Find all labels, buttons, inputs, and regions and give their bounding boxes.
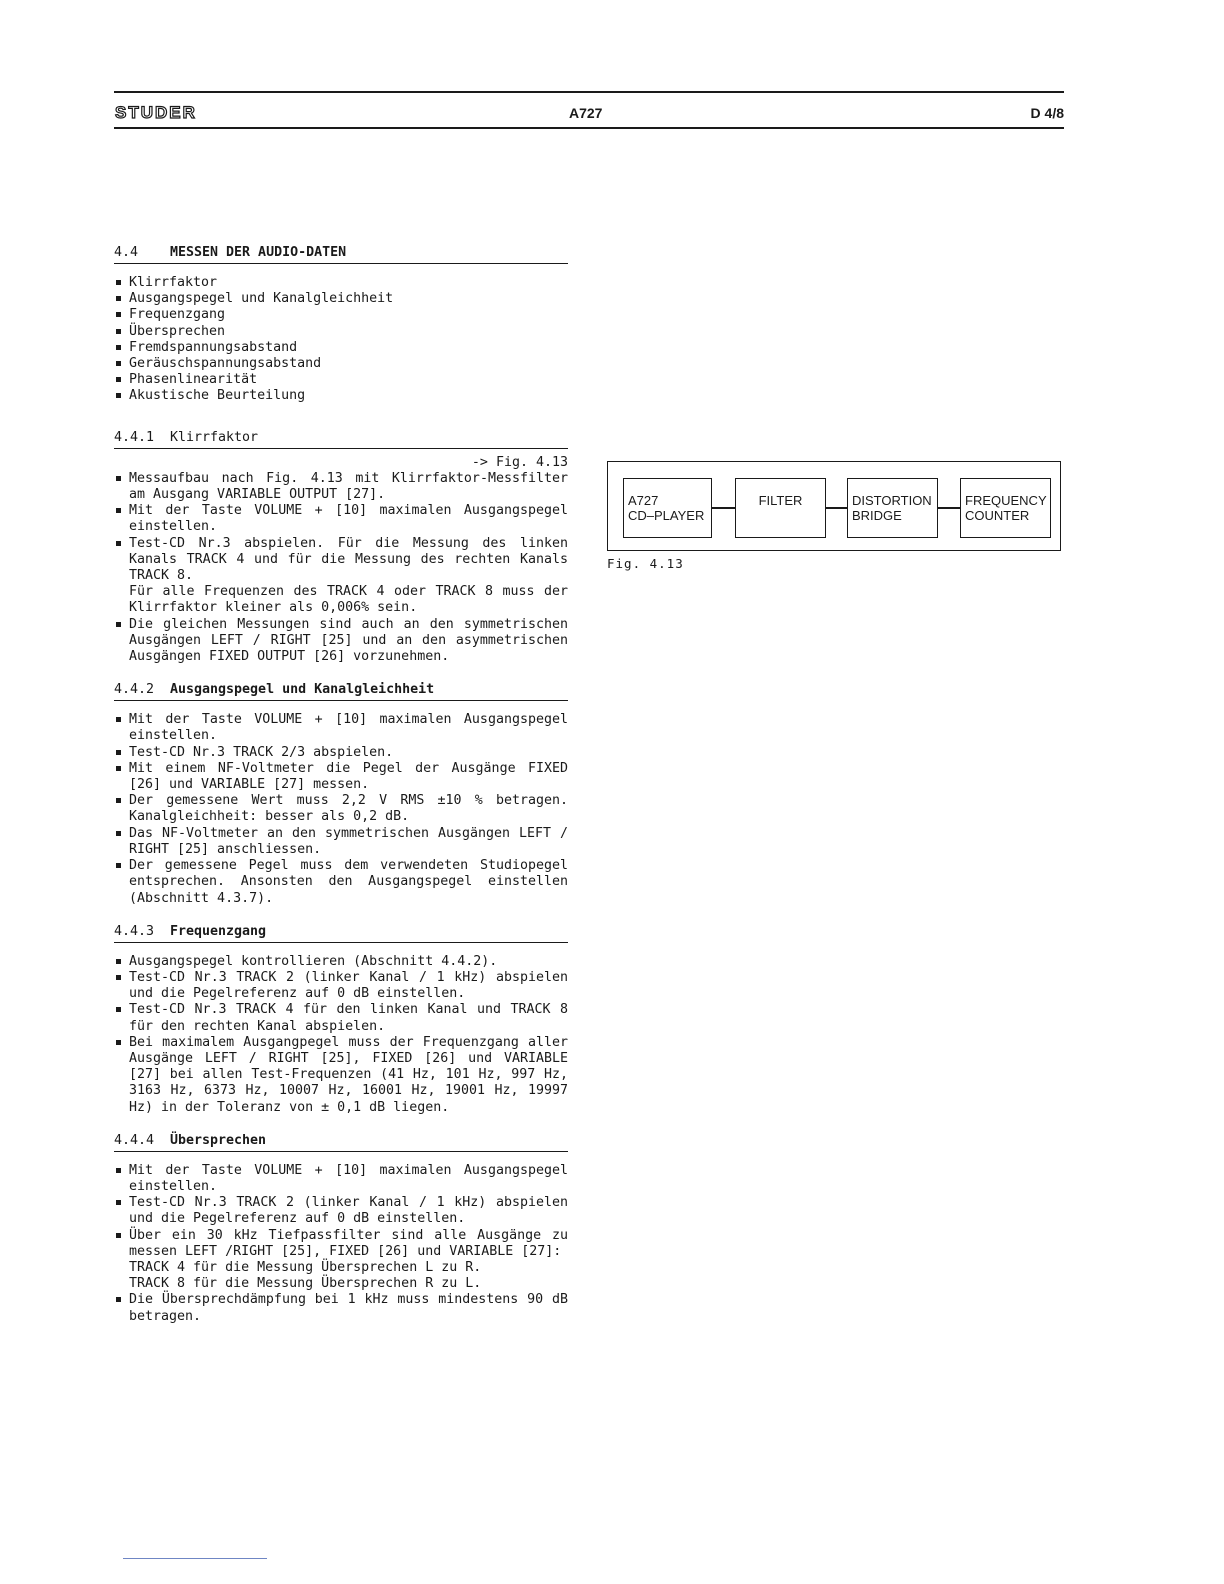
bullet-list — [114, 1163, 568, 1260]
list-item: Test-CD Nr.3 abspielen. Für die Messung des linken Kanals TRACK 4 und für die Messung des rechten Kanals TRACK 8. — [114, 536, 568, 585]
box-label: A727 — [628, 493, 659, 508]
list-item: Übersprechen — [114, 324, 568, 340]
section-number: 4.4.3 — [114, 923, 155, 939]
list-item: Test-CD Nr.3 TRACK 2 (linker Kanal / 1 kHz) abspielen und die Pegelreferenz auf 0 dB einstellen. — [114, 970, 568, 1002]
bullet-list — [114, 712, 568, 906]
list-item: Über ein 30 kHz Tiefpassfilter sind alle Ausgänge zu messen LEFT /RIGHT [25], FIXED [26] und VARIABLE [27]: — [114, 1228, 568, 1260]
section-heading — [114, 923, 568, 943]
section-title: Frequenzgang — [170, 923, 267, 939]
list-item: Mit der Taste VOLUME + [10] maximalen Ausgangspegel einstellen. — [114, 1163, 568, 1195]
filter-box — [735, 478, 826, 538]
list-item: Der gemessene Wert muss 2,2 V RMS ±10 % betragen. Kanalgleichheit: besser als 0,2 dB. — [114, 793, 568, 825]
frequency-counter-box — [960, 478, 1051, 538]
list-item: Ausgangspegel kontrollieren (Abschnitt 4.4.2). — [114, 954, 568, 970]
paragraph-continuation: Für alle Frequenzen des TRACK 4 oder TRACK 8 muss der Klirrfaktor kleiner als 0,006% sein. — [129, 584, 568, 616]
header-top-rule — [114, 91, 1064, 93]
section-title: Klirrfaktor — [170, 429, 259, 445]
bullet-list — [114, 617, 568, 666]
section-number: 4.4.1 — [114, 429, 155, 445]
list-item: Der gemessene Pegel muss dem verwendeten Studiopegel entsprechen. Ansonsten den Ausgangspegel einstellen (Abschnitt 4.3.7). — [114, 858, 568, 907]
paragraph-continuation: TRACK 4 für die Messung Übersprechen L zu R. — [129, 1259, 482, 1275]
distortion-bridge-box — [847, 478, 938, 538]
list-item: Test-CD Nr.3 TRACK 2 (linker Kanal / 1 kHz) abspielen und die Pegelreferenz auf 0 dB einstellen. — [114, 1195, 568, 1227]
section-heading — [114, 681, 568, 701]
section-title: Übersprechen — [170, 1132, 267, 1148]
list-item: Phasenlinearität — [114, 372, 568, 388]
connector-line — [826, 507, 847, 509]
list-item: Mit der Taste VOLUME + [10] maximalen Ausgangspegel einstellen. — [114, 503, 568, 535]
list-item: Mit einem NF-Voltmeter die Pegel der Ausgänge FIXED [26] und VARIABLE [27] messen. — [114, 761, 568, 793]
list-item: Bei maximalem Ausgangpegel muss der Frequenzgang aller Ausgänge LEFT / RIGHT [25], FIXED [26] und VARIABLE [27] bei allen Test-Frequenzen (41 Hz, 101 Hz, 997 Hz, 3163 Hz, 6373 Hz, 10007 Hz, 16001 Hz, 19001 Hz, 19997 Hz) in der Toleranz von ± 0,1 dB liegen. — [114, 1035, 568, 1116]
section-4-4 — [114, 244, 568, 405]
section-heading — [114, 244, 568, 264]
figure-reference: -> Fig. 4.13 — [471, 454, 568, 470]
section-title: Ausgangspegel und Kanalgleichheit — [170, 682, 435, 698]
list-item: Ausgangspegel und Kanalgleichheit — [114, 291, 568, 307]
bullet-list — [114, 1292, 568, 1324]
studer-logo: STUDER — [115, 103, 197, 122]
section-4-4-2 — [114, 681, 568, 906]
section-title: MESSEN DER AUDIO-DATEN — [170, 245, 347, 260]
list-item: Test-CD Nr.3 TRACK 2/3 abspielen. — [114, 745, 568, 761]
section-4-4-4 — [114, 1132, 568, 1325]
section-heading — [114, 429, 568, 449]
measurement-setup-diagram — [607, 461, 1061, 551]
box-label: CD–PLAYER — [628, 508, 705, 523]
bullet-list — [114, 954, 568, 1116]
connector-line — [938, 507, 960, 509]
box-label: BRIDGE — [852, 508, 902, 523]
connector-line — [712, 507, 735, 509]
list-item: Klirrfaktor — [114, 275, 568, 291]
list-item: Die Übersprechdämpfung bei 1 kHz muss mindestens 90 dB betragen. — [114, 1292, 568, 1324]
list-item: Die gleichen Messungen sind auch an den symmetrischen Ausgängen LEFT / RIGHT [25] und an den asymmetrischen Ausgängen FIXED OUTPUT [26] vorzunehmen. — [114, 617, 568, 666]
list-item: Mit der Taste VOLUME + [10] maximalen Ausgangspegel einstellen. — [114, 712, 568, 744]
header-bottom-rule — [114, 127, 1064, 129]
bullet-list — [114, 275, 568, 405]
model-label: A727 — [569, 105, 603, 121]
section-4-4-1 — [114, 429, 568, 666]
text-column — [114, 244, 568, 1325]
figure-caption: Fig. 4.13 — [607, 556, 684, 571]
list-item: Test-CD Nr.3 TRACK 4 für den linken Kanal und TRACK 8 für den rechten Kanal abspielen. — [114, 1002, 568, 1034]
page-number: D 4/8 — [1030, 105, 1064, 121]
paragraph-continuation: TRACK 8 für die Messung Übersprechen R zu L. — [129, 1276, 482, 1292]
list-item: Geräuschspannungsabstand — [114, 356, 568, 372]
box-label: FILTER — [758, 493, 803, 508]
cd-player-box — [623, 478, 712, 538]
box-label: FREQUENCY — [965, 493, 1047, 508]
list-item: Das NF-Voltmeter an den symmetrischen Ausgängen LEFT / RIGHT [25] anschliessen. — [114, 826, 568, 858]
section-number: 4.4 — [114, 245, 139, 260]
section-number: 4.4.2 — [114, 682, 155, 698]
list-item: Akustische Beurteilung — [114, 388, 568, 404]
box-label: DISTORTION — [852, 493, 932, 508]
bullet-list — [114, 471, 568, 584]
section-heading — [114, 1132, 568, 1152]
list-item: Frequenzgang — [114, 307, 568, 323]
list-item: Messaufbau nach Fig. 4.13 mit Klirrfaktor-Messfilter am Ausgang VARIABLE OUTPUT [27]. — [114, 471, 568, 503]
footer-line — [123, 1558, 267, 1559]
box-label: COUNTER — [965, 508, 1030, 523]
list-item: Fremdspannungsabstand — [114, 340, 568, 356]
section-4-4-3 — [114, 923, 568, 1116]
section-number: 4.4.4 — [114, 1132, 155, 1148]
